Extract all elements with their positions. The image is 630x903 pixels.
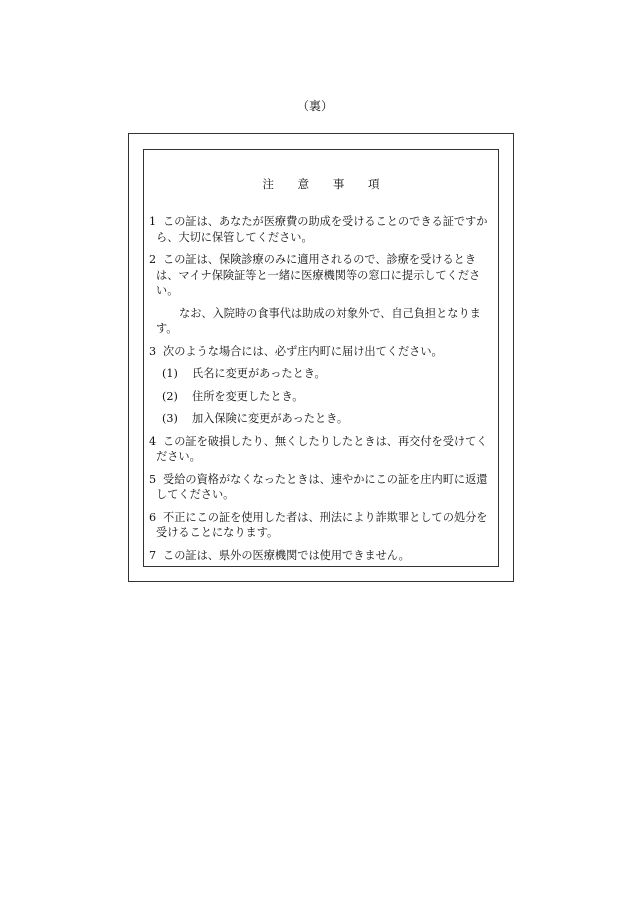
note-number: 7 [149,548,157,562]
note-number: 6 [149,510,157,524]
note-number: 4 [149,434,157,448]
sub-number: (2) [162,389,178,403]
heading-char: 意 [297,177,310,191]
note-item [149,252,495,299]
sub-number: (3) [162,412,178,425]
note-text: 次のような場合には、必ず庄内町に届け出てください。 [163,344,443,358]
note-item [149,472,495,503]
note-text: この証は、あなたが医療費の助成を受けることのできる証ですから、大切に保管してください。 [156,215,488,244]
note-text: この証は、保険診療のみに適用されるので、診療を受けるときは、マイナ保険証等と一緒に医療機関等の窓口に提示してください。 [156,253,481,297]
sub-text: 氏名に変更があったとき。 [192,367,326,380]
note-text: 不正にこの証を使用した者は、刑法により詐欺罪としての処分を受けることになります。 [156,510,488,539]
note-number: 1 [149,215,157,228]
note-text: 受給の資格がなくなったときは、速やかにこの証を庄内町に返還してください。 [156,472,488,501]
note-number: 3 [149,344,157,358]
note-text: なお、入院時の食事代は助成の対象外で、自己負担となります。 [156,306,481,335]
note-number: 2 [149,253,157,266]
sub-item [149,366,495,382]
page-side-label: （裏） [296,99,333,113]
note-item [149,434,495,465]
sub-number: (1) [162,367,178,380]
note-text: この証は、県外の医療機関では使用できません。 [163,548,410,562]
heading-char: 項 [367,177,380,191]
notes-list [149,214,495,570]
heading-char: 事 [332,177,345,191]
note-item [149,344,495,360]
note-item [149,214,495,245]
note-text: この証を破損したり、無くしたりしたときは、再交付を受けてください。 [156,434,488,463]
sub-item [149,411,495,427]
sub-text: 加入保険に変更があったとき。 [192,412,349,425]
note-item [149,510,495,541]
note-number: 5 [149,472,157,486]
sub-item [149,389,495,405]
notice-heading [143,176,499,192]
note-item [149,548,495,564]
note-item-continuation [149,306,495,337]
sub-text: 住所を変更したとき。 [192,389,304,403]
heading-char: 注 [262,177,275,191]
